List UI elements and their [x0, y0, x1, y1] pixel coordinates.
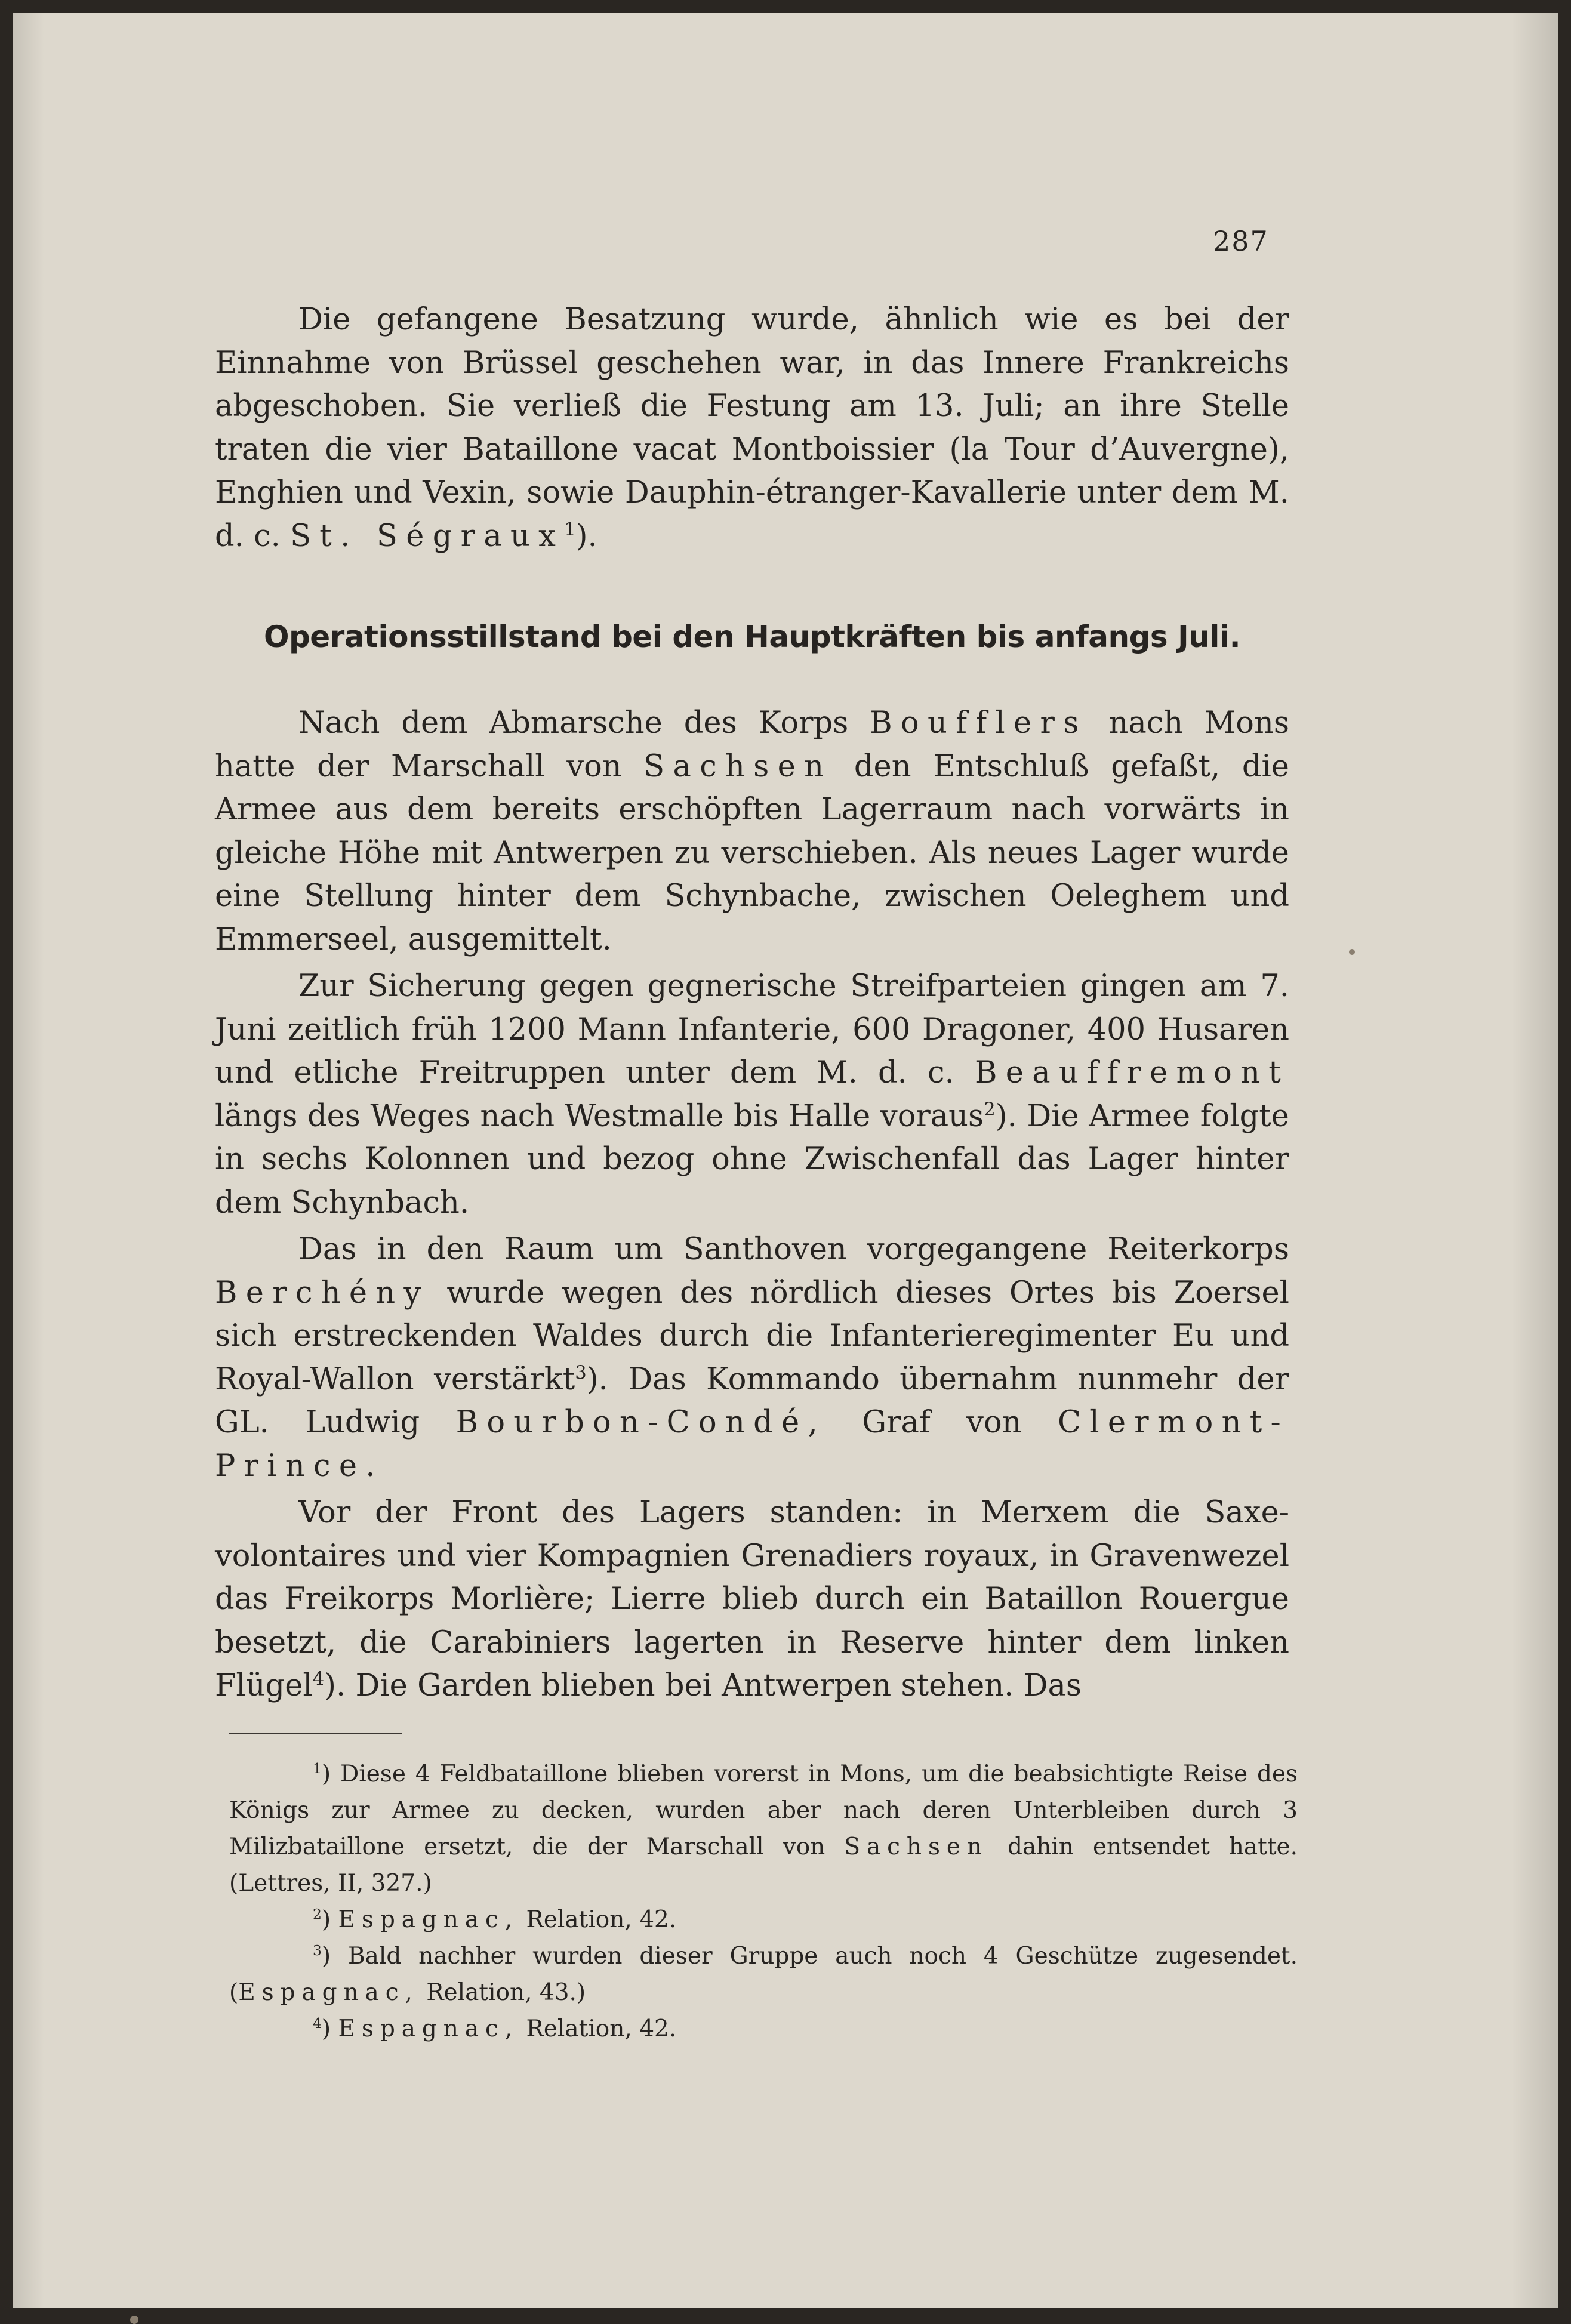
footnote-1-name: Sachsen — [844, 1833, 988, 1860]
footnote-ref-2: 2 — [984, 1099, 996, 1120]
paper-speck — [1349, 949, 1355, 955]
p4-text-b: ). Die Garden blieben bei Antwerpen stehen. Das — [324, 1668, 1082, 1703]
p2-text-a: Zur Sicherung gegen gegnerische Streifparteien gingen am 7. Juni zeitlich früh 1200 Mann Infanterie, 600 Dragoner, 400 Husaren und etliche Freitruppen unter dem M. d. c. — [215, 969, 1289, 1090]
name-sachsen: Sachsen — [643, 748, 833, 784]
footnote-4-text-b: Relation, 42. — [526, 2015, 677, 2042]
paragraph-2 — [215, 965, 1289, 1225]
name-clermont-prince: Clermont-Prince. — [215, 1405, 1290, 1484]
p2-text-c: ). Die Armee folgte in sechs Kolonnen und bezog ohne Zwischenfall das Lager hinter dem Schynbach. — [215, 1098, 1289, 1220]
name-bourbon-conde: Bourbon-Condé, — [455, 1405, 826, 1440]
intro-tail: ). — [575, 518, 597, 554]
intro-paragraph-block — [215, 298, 1289, 558]
name-segraux: St. Ségraux — [290, 518, 565, 554]
footnote-1-mark: 1 — [313, 1760, 322, 1777]
footnote-2-name: Espagnac, — [338, 1906, 519, 1933]
footnotes — [229, 1756, 1298, 2047]
p3-text-a: Das in den Raum um Santhoven vorgegangene Reiterkorps — [298, 1232, 1289, 1267]
footnote-ref-1: 1 — [564, 519, 576, 540]
p1-text-b: nach Mons hatte der Marschall von — [215, 705, 1290, 784]
footnote-divider — [229, 1733, 402, 1734]
footnote-ref-3: 3 — [575, 1362, 587, 1383]
footnote-3-mark: 3 — [313, 1942, 322, 1959]
footnote-1 — [229, 1756, 1298, 1901]
page-number: 287 — [1213, 225, 1269, 257]
p1-text-a: Nach dem Abmarsche des Korps — [298, 705, 849, 741]
footnote-2-text-b: Relation, 42. — [526, 1906, 677, 1933]
footnote-ref-4: 4 — [312, 1669, 325, 1690]
book-page — [13, 13, 1558, 2308]
paragraph-4 — [215, 1491, 1289, 1708]
name-boufflers: Boufflers — [870, 705, 1088, 741]
intro-text: Die gefangene Besatzung wurde, ähnlich wie es bei der Einnahme von Brüssel geschehen war, in das Innere Frankreichs abgeschoben. Sie verließ die Festung am 13. Juli; an ihre Stelle traten die vier Bataillone vacat Montboissier (la Tour d’Auvergne), Enghien und Vexin, sowie Dauphin-étranger-Kavallerie unter dem M. d. c. — [215, 302, 1289, 554]
name-beauffremont: Beauffremont — [975, 1055, 1289, 1090]
name-bercheny: Berchény — [215, 1275, 430, 1311]
footnote-3 — [229, 1938, 1298, 2011]
footnote-4-name: Espagnac, — [338, 2015, 519, 2042]
footnote-4 — [229, 2011, 1298, 2047]
p1-text-c: den Entschluß gefaßt, die Armee aus dem bereits erschöpften Lagerraum nach vorwärts in gleiche Höhe mit Antwerpen zu verschieben. Als neues Lager wurde eine Stellung hinter dem Schynbache, zwischen Oeleghem und Emmerseel, ausgemittelt. — [215, 748, 1289, 957]
paragraph-1 — [215, 702, 1289, 961]
footnote-3-text-b: Relation, 43.) — [426, 1979, 586, 2006]
p3-text-b: wurde wegen des nördlich dieses Ortes bis Zoersel sich erstreckenden Waldes durch die Infanterieregimenter Eu und Royal-Wallon verstärkt — [215, 1275, 1289, 1397]
footnote-1-text-a: ) Diese 4 Feldbataillone blieben vorerst in Mons, um die beabsichtigte Reise des Königs zur Armee zu decken, wurden aber nach deren Unterbleiben durch 3 Milizbataillone ersetzt, die der Marschall von — [229, 1761, 1298, 1860]
p3-text-c: ). Das Kommando übernahm nunmehr der GL. Ludwig — [215, 1361, 1289, 1440]
intro-paragraph — [215, 298, 1289, 558]
footnote-3-name: Espagnac, — [238, 1979, 419, 2006]
paper-speck-2 — [130, 2316, 138, 2324]
p2-text-b: längs des Weges nach Westmalle bis Halle voraus — [215, 1098, 984, 1134]
footnote-2-text-a: ) — [321, 1906, 331, 1933]
footnote-4-text-a: ) — [321, 2015, 331, 2042]
footnote-2-mark: 2 — [313, 1906, 322, 1922]
footnote-3-text-a: ) Bald nachher wurden dieser Gruppe auch noch 4 Geschütze zugesendet. ( — [229, 1943, 1298, 2006]
footnote-1-text-b: dahin entsendet hatte. (Lettres, II, 327.) — [229, 1833, 1298, 1897]
paragraph-3 — [215, 1228, 1289, 1488]
footnote-4-mark: 4 — [313, 2015, 322, 2032]
p3-text-d: Graf von — [862, 1405, 1022, 1440]
footnote-2 — [229, 1901, 1298, 1938]
p4-text-a: Vor der Front des Lagers standen: in Merxem die Saxe-volontaires und vier Kompagnien Grenadiers royaux, in Gravenwezel das Freikorps Morlière; Lierre blieb durch ein Bataillon Rouergue besetzt, die Carabiniers lagerten in Reserve hinter dem linken Flügel — [215, 1495, 1289, 1703]
section-heading: Operationsstillstand bei den Hauptkräften bis anfangs Juli. — [263, 619, 1241, 654]
body-block — [215, 702, 1289, 1708]
